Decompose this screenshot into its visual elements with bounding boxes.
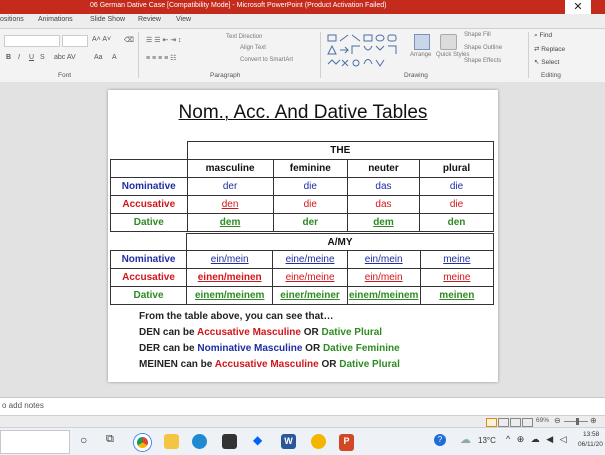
- table-cell: einem/meinem: [347, 287, 420, 305]
- weather-icon[interactable]: ☁: [460, 434, 471, 446]
- table-corner-cell: [111, 160, 188, 178]
- table-cell: einer/meiner: [273, 287, 347, 305]
- table-cell: die: [273, 178, 347, 196]
- summary-text: OR: [300, 327, 322, 338]
- group-label-font: Font: [58, 72, 72, 79]
- table-cell: ein/mein: [347, 251, 420, 269]
- font-color-icon[interactable]: A: [112, 54, 117, 61]
- separator: [138, 32, 139, 78]
- summary-text: OR: [302, 343, 323, 354]
- summary-text: Dative Plural: [339, 359, 400, 370]
- summary-text: Accusative Masculine: [214, 359, 319, 370]
- table-cell: eine/meine: [273, 251, 347, 269]
- col-feminine: feminine: [273, 160, 347, 178]
- table-cell: meine: [420, 269, 493, 287]
- slideshow-icon[interactable]: [522, 418, 533, 427]
- table-cell: einen/meinen: [187, 269, 273, 287]
- shape-fill-label: Shape Fill: [464, 32, 491, 38]
- search-box[interactable]: [0, 430, 70, 454]
- italic-icon[interactable]: I: [18, 54, 20, 61]
- reading-view-icon[interactable]: [510, 418, 521, 427]
- slide[interactable]: [108, 90, 498, 382]
- bold-icon[interactable]: B: [6, 54, 12, 61]
- font-name-box[interactable]: [4, 35, 60, 47]
- summary-line-den: [139, 327, 382, 338]
- table-cell: dem: [187, 214, 273, 232]
- separator: [320, 32, 321, 78]
- slide-sorter-icon[interactable]: [498, 418, 509, 427]
- font-size-box[interactable]: [62, 35, 88, 47]
- shape-outline-label: Shape Outline: [464, 45, 503, 51]
- table-cell: meine: [420, 251, 493, 269]
- help-icon[interactable]: ?: [434, 434, 446, 446]
- table-cell: meinen: [420, 287, 493, 305]
- shape-effects-button[interactable]: [464, 58, 501, 64]
- table-cell: die: [273, 196, 347, 214]
- cortana-icon[interactable]: ○: [80, 433, 88, 447]
- summary-intro: From the table above, you can see that…: [139, 311, 334, 322]
- table-corner: [111, 234, 187, 251]
- table-cell: die: [420, 196, 494, 214]
- find-label: Find: [539, 32, 553, 39]
- zoom-level[interactable]: 69%: [536, 417, 550, 424]
- chrome-icon[interactable]: [134, 434, 151, 451]
- definite-article-table[interactable]: [110, 141, 494, 232]
- summary-line-meinen: [139, 359, 400, 370]
- row-label-accusative: Accusative: [111, 269, 187, 287]
- arrange-button[interactable]: [410, 32, 432, 70]
- grow-font-icon[interactable]: A˄ A˅: [92, 36, 112, 43]
- table-cell: das: [347, 196, 419, 214]
- slide-title-text: Nom., Acc. And Dative Tables: [178, 102, 428, 123]
- convert-smartart-label: Convert to SmartArt: [240, 57, 294, 63]
- quick-styles-label: Quick Styles: [436, 52, 470, 58]
- table-cell: die: [420, 178, 494, 196]
- group-label-editing: Editing: [541, 72, 561, 79]
- table-header-a-my: A/MY: [187, 234, 494, 251]
- text-direction-button[interactable]: [226, 34, 262, 40]
- quick-styles-button[interactable]: [436, 32, 470, 70]
- row-label-nominative: Nominative: [111, 178, 188, 196]
- summary-line-der: [139, 343, 400, 354]
- temperature[interactable]: 13°C: [478, 436, 496, 445]
- summary-text: DEN can be: [139, 327, 197, 338]
- close-icon[interactable]: ✕: [565, 0, 591, 14]
- select-label: Select: [541, 59, 560, 66]
- select-icon: ↖: [534, 59, 540, 66]
- align-icons[interactable]: ≡ ≡ ≡ ≡ ☷: [146, 55, 177, 62]
- taskbar: [0, 427, 605, 455]
- summary-text: Nominative Masculine: [197, 343, 303, 354]
- normal-view-icon[interactable]: [486, 418, 497, 427]
- tab-review[interactable]: Review: [138, 16, 161, 23]
- table-cell: der: [187, 178, 273, 196]
- edge-icon[interactable]: [192, 434, 207, 449]
- row-label-accusative: Accusative: [111, 196, 188, 214]
- clock-date[interactable]: 06/11/20: [578, 441, 603, 448]
- arrange-label: Arrange: [410, 52, 432, 58]
- slide-title[interactable]: [108, 102, 498, 124]
- strikethrough-icon[interactable]: S: [40, 54, 45, 61]
- table-cell: dem: [347, 214, 419, 232]
- word-icon[interactable]: W: [281, 434, 296, 449]
- zoom-in-icon[interactable]: ⊕: [590, 416, 597, 425]
- notes-pane[interactable]: [0, 397, 605, 416]
- ribbon: [0, 29, 605, 83]
- powerpoint-icon[interactable]: P: [339, 434, 354, 449]
- table-cell: eine/meine: [273, 269, 347, 287]
- bullets-icon[interactable]: ☰ ☰ ⇤ ⇥ ↕: [146, 37, 182, 44]
- store-icon[interactable]: [222, 434, 237, 449]
- replace-button[interactable]: [534, 45, 565, 53]
- summary-text: Dative Plural: [321, 327, 383, 338]
- table-cell: ein/mein: [347, 269, 420, 287]
- convert-smartart-button[interactable]: [240, 57, 293, 63]
- tab-slide-show[interactable]: Slide Show: [90, 16, 126, 23]
- table-cell: das: [347, 178, 419, 196]
- dropbox-icon[interactable]: ◆: [253, 433, 263, 447]
- replace-label: Replace: [541, 46, 566, 53]
- table-cell: den: [187, 196, 273, 214]
- table-cell: der: [273, 214, 347, 232]
- clear-format-icon[interactable]: ⌫: [124, 37, 134, 44]
- align-text-label: Align Text: [240, 45, 266, 51]
- text-direction-label: Text Direction: [226, 34, 263, 40]
- task-view-icon[interactable]: ⧉: [106, 433, 114, 445]
- change-case-icon[interactable]: Aa: [94, 54, 103, 61]
- underline-icon[interactable]: U: [29, 54, 35, 61]
- shapes-gallery-icon: [326, 32, 406, 68]
- summary-text: OR: [318, 359, 340, 370]
- align-text-button[interactable]: [240, 45, 266, 51]
- col-neuter: neuter: [347, 160, 419, 178]
- zoom-out-icon[interactable]: ⊖: [554, 416, 561, 425]
- arrange-icon: [414, 34, 430, 50]
- find-button[interactable]: [534, 32, 552, 40]
- shape-fill-button[interactable]: [464, 32, 491, 38]
- table-cell: den: [420, 214, 494, 232]
- file-explorer-icon[interactable]: [164, 434, 179, 449]
- summary-text: Dative Feminine: [322, 343, 400, 354]
- title-bar: [0, 0, 605, 14]
- shape-outline-button[interactable]: [464, 45, 502, 51]
- indefinite-possessive-table[interactable]: [110, 233, 494, 305]
- find-icon: ⌕: [534, 32, 538, 39]
- tab-view[interactable]: View: [176, 16, 192, 23]
- col-plural: plural: [420, 160, 494, 178]
- replace-icon: ⇄: [534, 46, 540, 53]
- summary-text: DER can be: [139, 343, 198, 354]
- shape-effects-label: Shape Effects: [464, 58, 502, 64]
- tray-icons[interactable]: ^ ⊕ ☁ ◀ ◁: [506, 434, 569, 444]
- tab-animations[interactable]: Animations: [38, 16, 73, 23]
- table-cell: einem/meinem: [187, 287, 273, 305]
- quick-styles-icon: [440, 34, 457, 50]
- separator: [528, 32, 529, 78]
- summary-text: MEINEN can be: [139, 359, 215, 370]
- group-label-drawing: Drawing: [404, 72, 428, 79]
- col-masculine: masculine: [187, 160, 273, 178]
- row-label-dative: Dative: [111, 287, 187, 305]
- table-cell: ein/mein: [187, 251, 273, 269]
- chrome-icon-2[interactable]: [311, 434, 326, 449]
- summary-text: Accusative Masculine: [196, 327, 301, 338]
- group-label-paragraph: Paragraph: [210, 72, 241, 79]
- tab-positions[interactable]: ositions: [0, 16, 24, 23]
- window-title: 06 German Dative Case [Compatibility Mode] - Microsoft PowerPoint (Product Activation Failed): [90, 2, 387, 9]
- select-button[interactable]: [534, 58, 559, 66]
- shapes-gallery[interactable]: [326, 32, 406, 68]
- table-corner: [111, 142, 188, 160]
- row-label-dative: Dative: [111, 214, 188, 232]
- clock-time[interactable]: 13:58: [583, 431, 600, 438]
- row-label-nominative: Nominative: [111, 251, 187, 269]
- zoom-slider-thumb[interactable]: [576, 418, 579, 425]
- notes-placeholder: o add notes: [2, 401, 44, 410]
- table-header-the: THE: [187, 142, 494, 160]
- ribbon-tabs: [0, 14, 605, 29]
- char-spacing-icon[interactable]: abc AV: [54, 54, 76, 61]
